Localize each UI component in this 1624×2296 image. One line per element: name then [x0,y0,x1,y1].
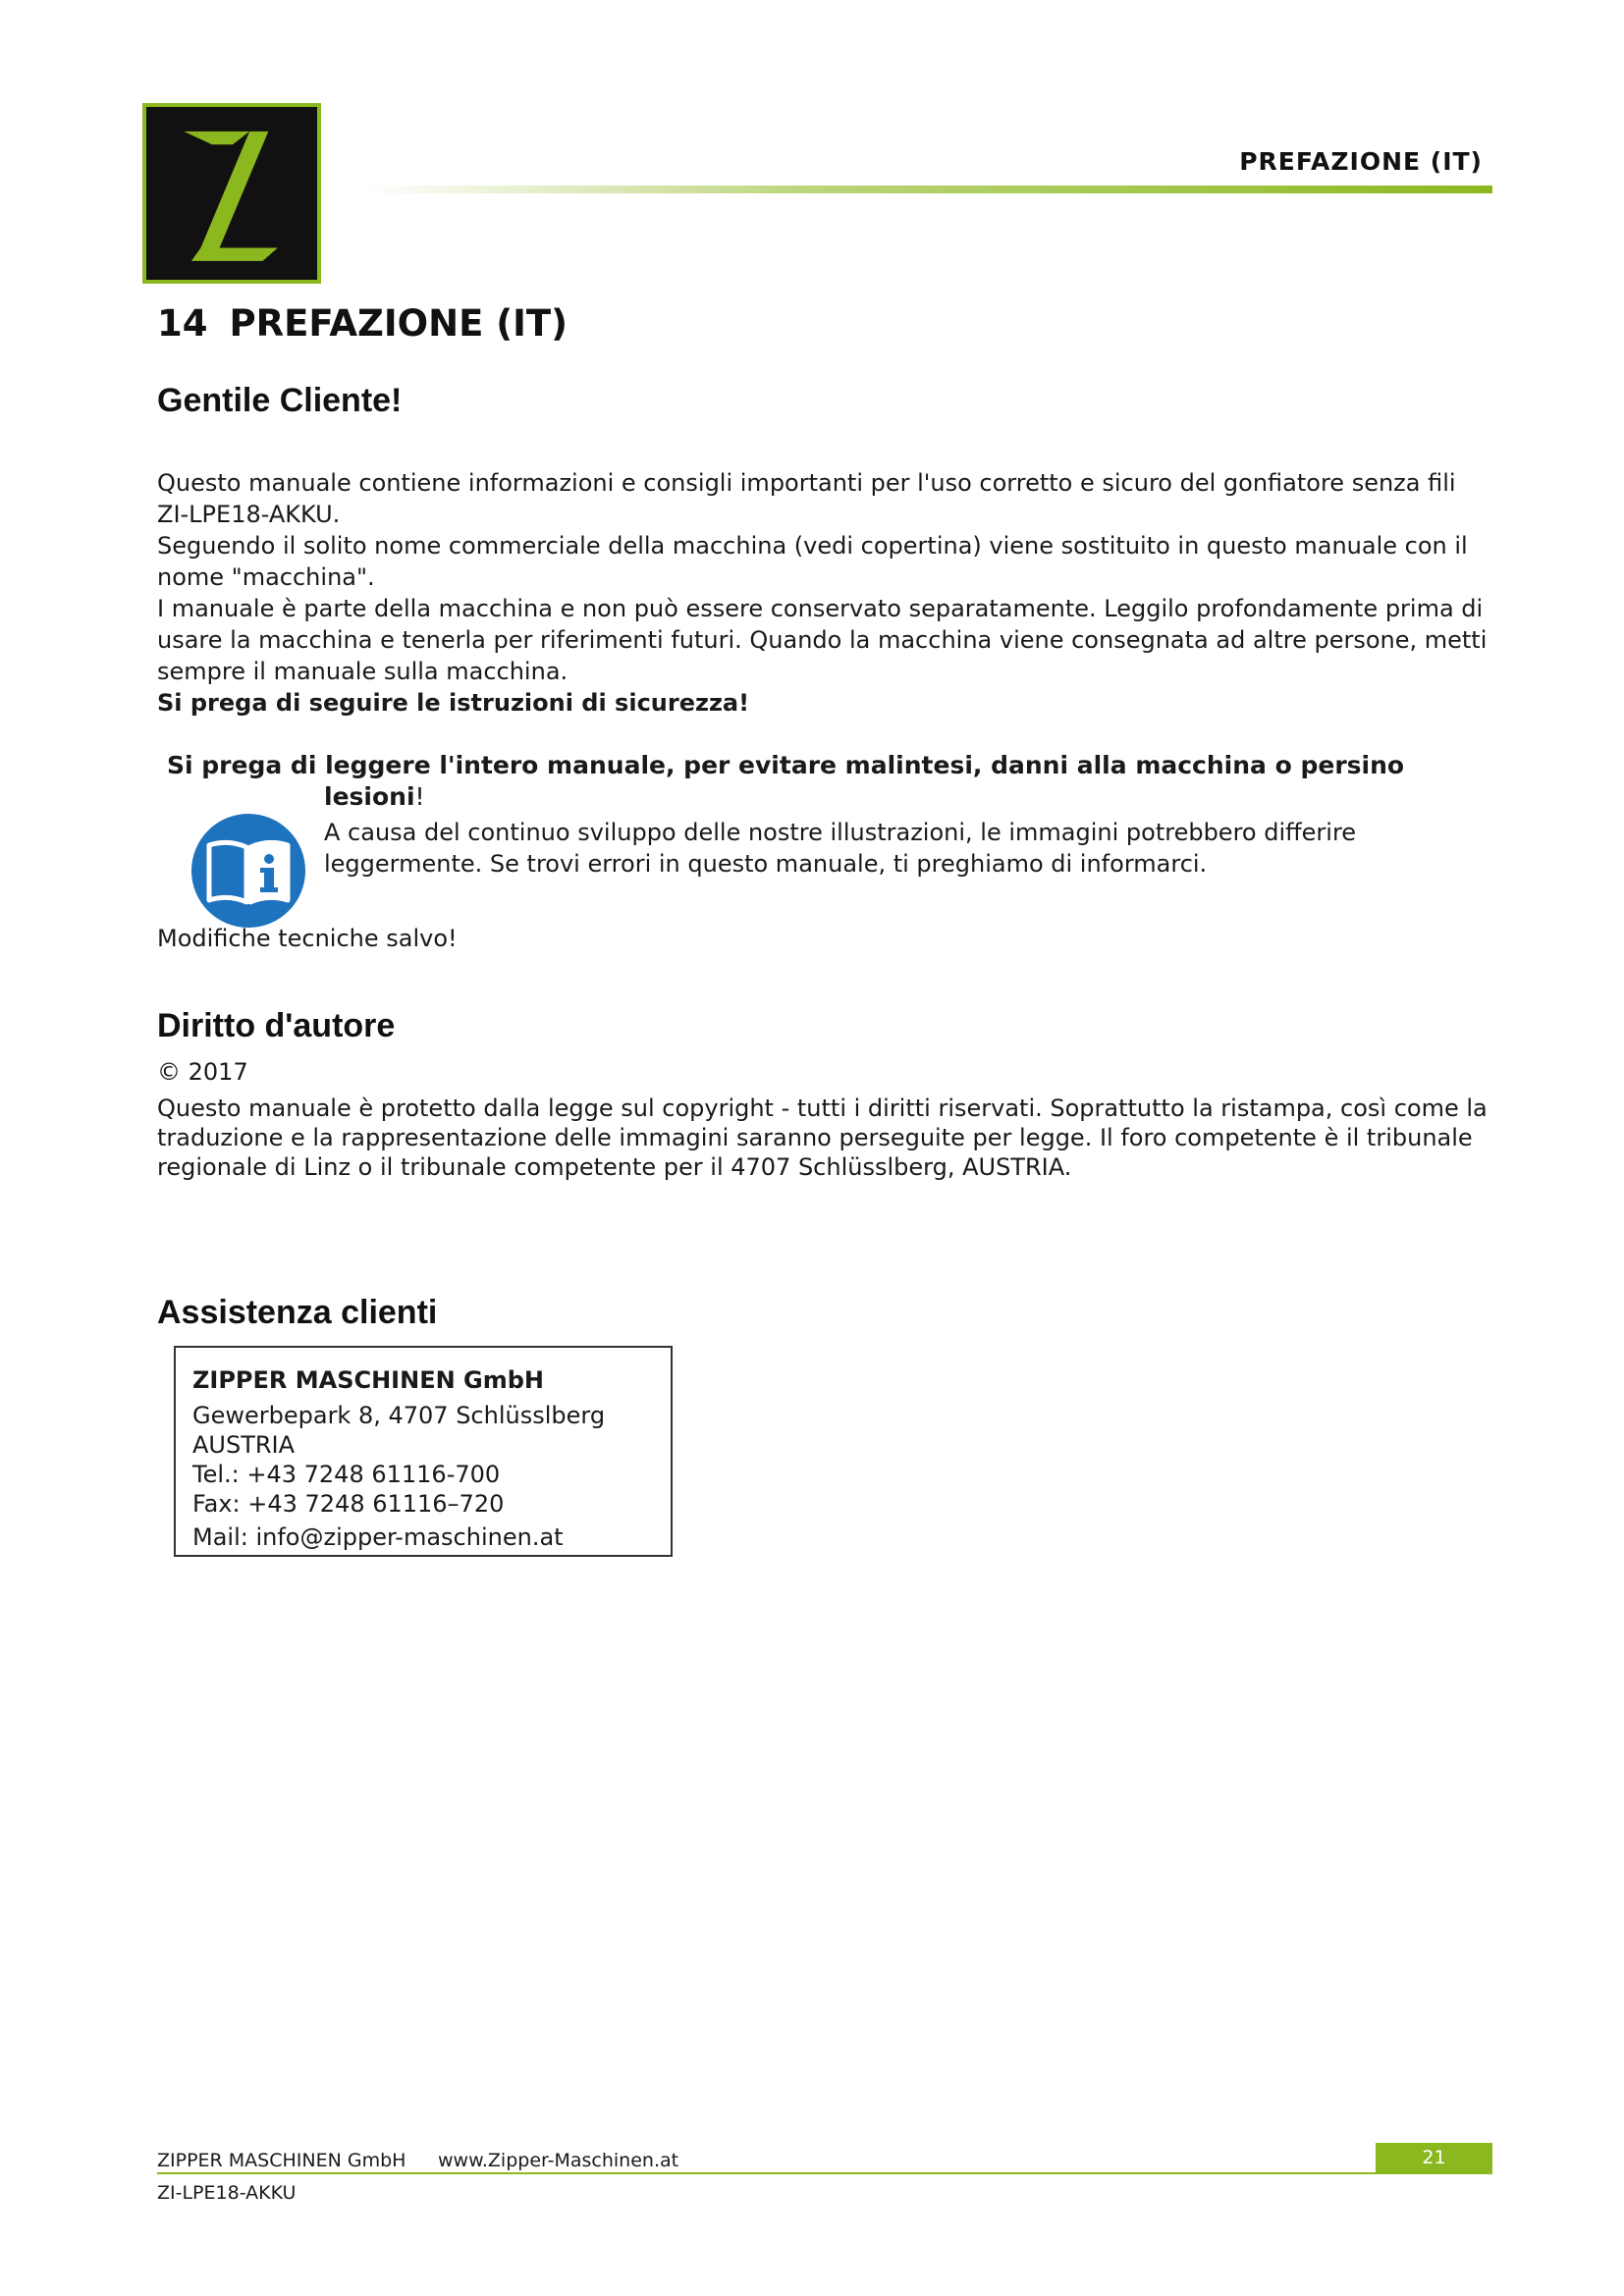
running-header-title: PREFAZIONE (IT) [1239,147,1483,176]
read-manual-info-icon [189,812,307,930]
intro-paragraph [157,467,1492,719]
support-heading: Assistenza clienti [157,1294,438,1331]
support-mail: Mail: info@zipper-maschinen.at [192,1523,564,1551]
copyright-heading: Diritto d'autore [157,1007,396,1044]
footer-company: ZIPPER MASCHINEN GmbH [157,2150,406,2171]
notice-title-line2: lesioni [324,782,415,811]
intro-line-2: Seguendo il solito nome commerciale della macchina (vedi copertina) viene sostituito in questo manuale con il nome "macchina". [157,532,1468,591]
notice-title-line1: Si prega di leggere l'intero manuale, per evitare malintesi, danni alla macchina o persino [167,751,1405,779]
support-country: AUSTRIA [192,1431,296,1459]
greeting-heading: Gentile Cliente! [157,382,403,419]
intro-line-1: Questo manuale contiene informazioni e consigli importanti per l'uso corretto e sicuro del gonfiatore senza fili ZI-LPE18-AKKU. [157,469,1456,528]
chapter-title [157,302,568,345]
chapter-title-text: PREFAZIONE (IT) [229,302,568,345]
support-tel: Tel.: +43 7248 61116-700 [192,1461,501,1488]
intro-line-3: I manuale è parte della macchina e non può essere conservato separatamente. Leggilo profondamente prima di usare la macchina e tenerla per riferimenti futuri. Quando la macchina viene consegnata ad altre persone, metti sempre il manuale sulla macchina. [157,595,1488,685]
notice-text: A causa del continuo sviluppo delle nostre illustrazioni, le immagini potrebbero differire leggermente. Se trovi errori in questo manuale, ti preghiamo di informarci. [324,819,1357,878]
header-divider [363,186,1492,193]
footer-model: ZI-LPE18-AKKU [157,2182,297,2204]
copyright-year: © 2017 [157,1058,248,1086]
zipper-z-logo-icon [142,103,321,284]
page-number: 21 [1376,2143,1492,2172]
footer-url: www.Zipper-Maschinen.at [438,2150,679,2171]
notice-title [167,750,1483,813]
support-contact-box [174,1346,673,1557]
chapter-number: 14 [157,302,208,345]
tech-changes-note: Modifiche tecniche salvo! [157,925,458,952]
support-company: ZIPPER MASCHINEN GmbH [192,1366,545,1394]
notice-title-end: ! [414,782,425,811]
footer-divider [157,2172,1492,2174]
copyright-text: Questo manuale è protetto dalla legge sul copyright - tutti i diritti riservati. Soprattutto la ristampa, così come la traduzione e la rappresentazione delle immagini saranno perseguite per legge. Il foro competente è il tribunale regionale di Linz o il tribunale competente per il 4707 Schlüsslberg, AUSTRIA. [157,1095,1488,1181]
support-fax: Fax: +43 7248 61116–720 [192,1490,505,1518]
safety-note: Si prega di seguire le istruzioni di sicurezza! [157,689,750,717]
support-address: Gewerbepark 8, 4707 Schlüsslberg [192,1402,606,1429]
